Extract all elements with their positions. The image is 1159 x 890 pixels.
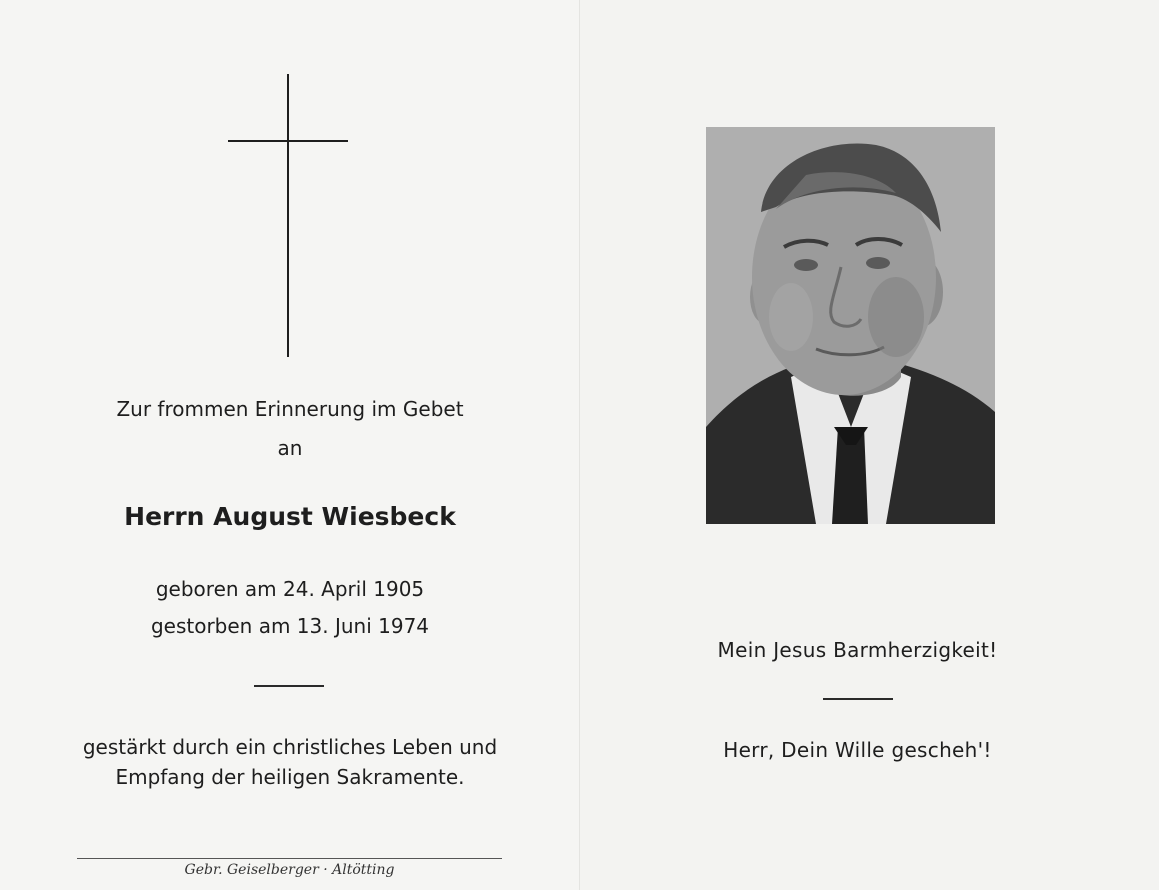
divider-left [254, 685, 324, 687]
birth-date: geboren am 24. April 1905 [155, 577, 425, 601]
printer-credit: Gebr. Geiselberger · Altötting [184, 862, 395, 878]
intro-an: an [277, 436, 303, 460]
cross-icon-vertical [287, 74, 289, 357]
portrait-photo [706, 127, 995, 524]
death-date: gestorben am 13. Juni 1974 [150, 614, 430, 638]
strength-line-2: Empfang der heiligen Sakramente. [115, 765, 465, 789]
divider-right [823, 698, 893, 700]
strength-line-1: gestärkt durch ein christliches Leben und [82, 735, 498, 759]
quote-mercy: Mein Jesus Barmherzigkeit! [717, 638, 998, 662]
intro-line: Zur frommen Erinnerung im Gebet [116, 397, 464, 421]
cross-icon-horizontal [228, 140, 348, 142]
deceased-name: Herrn August Wiesbeck [124, 502, 456, 531]
printer-rule [77, 858, 502, 859]
quote-will: Herr, Dein Wille gescheh'! [723, 738, 992, 762]
